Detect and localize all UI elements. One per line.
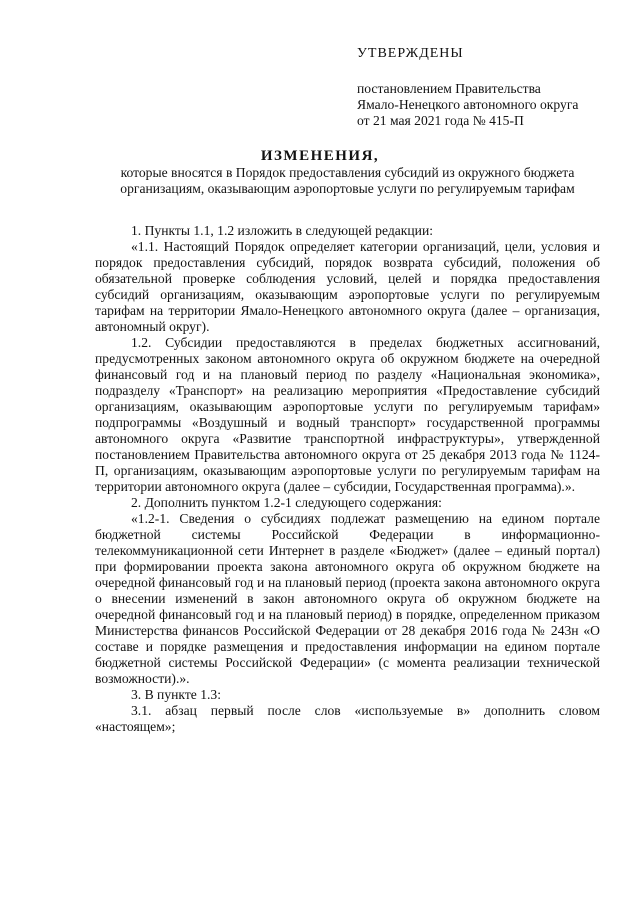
paragraph: 3. В пункте 1.3: — [131, 687, 221, 702]
paragraph: «1.1. Настоящий Порядок определяет категории организаций, цели, условия и порядок предоставления субсидий, порядок возврата субсидий, положения об обязательной проверке соблюдения условий, целей и порядка предоставления субсидий организациям, оказывающим аэропортовые услуги по регулируемым тарифам на территории Ямало-Ненецкого автономного округа (далее – организация, автономный округ). — [95, 239, 600, 334]
document-title: ИЗМЕНЕНИЯ, — [260, 148, 380, 164]
paragraph: 3.1. абзац первый после слов «используемые в» дополнить словом «настоящем»; — [95, 703, 600, 734]
approval-basis-line: от 21 мая 2021 года № 415-П — [357, 113, 524, 128]
paragraph: 1.2. Субсидии предоставляются в пределах бюджетных ассигнований, предусмотренных законом автономного округа об окружном бюджете на очередной финансовый год и на плановый период по разделу «Национальная экономика», подразделу «Транспорт» на реализацию мероприятия «Предоставление субсидий организациям, оказывающим аэропортовые услуги по регулируемым тарифам» подпрограммы «Воздушный и водный транспорт» государственной программы автономного округа «Развитие транспортной инфраструктуры», утвержденной постановлением Правительства автономного округа от 25 декабря 2013 года № 1124-П, организациям, оказывающим аэропортовые услуги по регулируемым тарифам на территории автономного округа (далее – субсидии, Государственная программа).». — [95, 335, 600, 494]
document-body — [95, 223, 600, 735]
approval-basis — [357, 81, 578, 129]
approval-basis-line: постановлением Правительства — [357, 81, 541, 96]
paragraph: 1. Пункты 1.1, 1.2 изложить в следующей редакции: — [131, 223, 433, 238]
document-subtitle: которые вносятся в Порядок предоставления субсидий из окружного бюджета организациям, оказывающим аэропортовые услуги по регулируемым тарифам — [120, 165, 575, 196]
paragraph: 2. Дополнить пунктом 1.2-1 следующего содержания: — [131, 495, 442, 510]
approval-basis-line: Ямало-Ненецкого автономного округа — [357, 97, 579, 112]
approval-heading: УТВЕРЖДЕНЫ — [357, 46, 464, 61]
paragraph: «1.2-1. Сведения о субсидиях подлежат размещению на едином портале бюджетной системы Российской Федерации в информационно-телекоммуникационной сети Интернет в разделе «Бюджет» (далее – единый портал) при формировании проекта закона автономного округа об окружном бюджете на очередной финансовый год и на плановый период (проекта закона автономного округа о внесении изменений в закон автономного округа об окружном бюджете на очередной финансовый год и на плановый период) в порядке, определенном приказом Министерства финансов Российской Федерации от 28 декабря 2016 года № 243н «О составе и порядке размещения и предоставления информации на едином портале бюджетной системы Российской Федерации» (с момента реализации технической возможности).». — [95, 511, 600, 686]
